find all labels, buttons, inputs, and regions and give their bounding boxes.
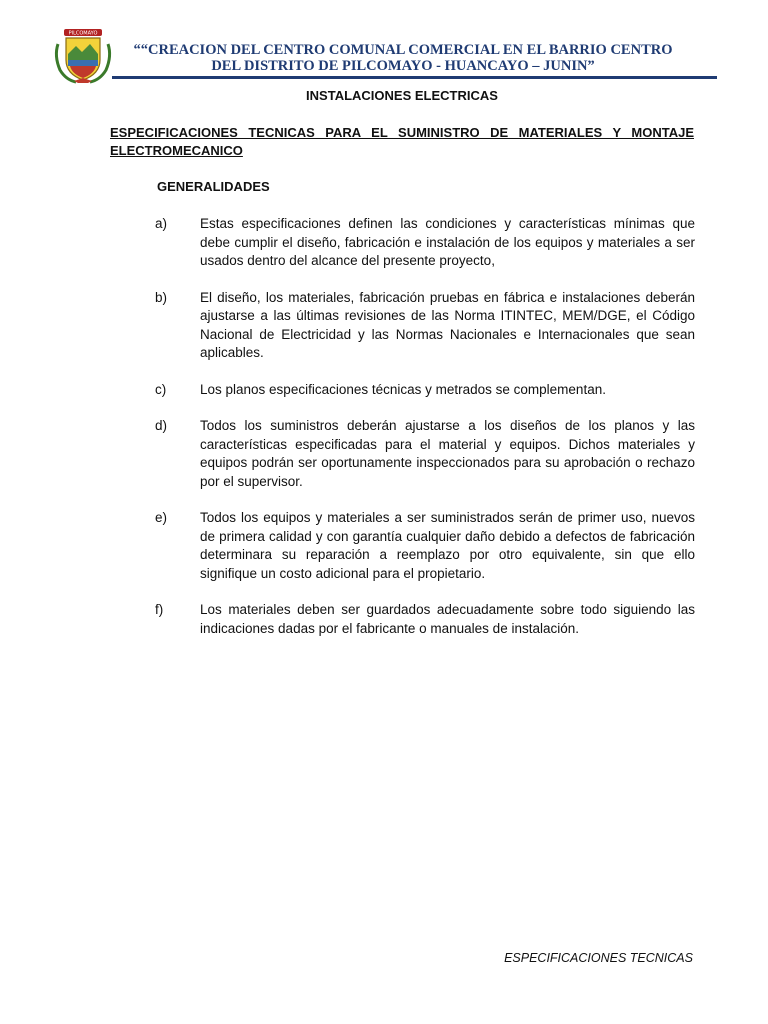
list-item-text: El diseño, los materiales, fabricación pruebas en fábrica e instalaciones deberán ajustarse a las últimas revisiones de las Norma ITINTEC, MEM/DGE, el Código Nacional de Electricidad y las Normas Nacionales e Internacionales que sean aplicables.	[200, 289, 695, 360]
project-title: ““CREACION DEL CENTRO COMUNAL COMERCIAL EN EL BARRIO CENTRO DEL DISTRITO DE PILCOMAYO - HUANCAYO – JUNIN”	[133, 42, 673, 74]
list-item-marker: c)	[155, 381, 167, 397]
list-item-text: Estas especificaciones definen las condiciones y características mínimas que debe cumplir el diseño, fabricación e instalación de los equipos y materiales a ser usados dentro del alcance del presente proyecto,	[200, 216, 695, 268]
list-item-text: Todos los equipos y materiales a ser suministrados serán de primer uso, nuevos de primera calidad y con garantía cualquier daño debido a defectos de fabricación determinara su reparación a reemplazo por otro equivalente, sin que ello signifique un costo adicional para el propietario.	[200, 510, 695, 581]
subheading-generalidades: GENERALIDADES	[157, 179, 270, 194]
list-item-marker: a)	[155, 216, 168, 231]
list-item-text: Todos los suministros deberán ajustarse a los diseños de los planos y las características especificadas para el material y equipos. Dichos materiales y equipos podrán ser oportunamente inspeccionados para su aprobación o rechazo por el supervisor.	[200, 418, 695, 489]
header-divider	[112, 76, 717, 79]
list-item-marker: f)	[155, 602, 164, 617]
specification-title: ESPECIFICACIONES TECNICAS PARA EL SUMINISTRO DE MATERIALES Y MONTAJE ELECTROMECANICO	[110, 125, 694, 158]
document-header	[52, 26, 692, 86]
list-item-text: Los materiales deben ser guardados adecuadamente sobre todo siguiendo las indicaciones dadas por el fabricante o manuales de instalación.	[200, 602, 695, 636]
list-item	[155, 215, 695, 271]
municipal-coat-of-arms-icon	[52, 26, 114, 84]
page-footer: ESPECIFICACIONES TECNICAS	[504, 951, 693, 965]
list-item-text: Los planos especificaciones técnicas y metrados se complementan.	[200, 381, 606, 397]
list-item	[155, 381, 695, 400]
list-item	[155, 417, 695, 491]
list-item	[155, 509, 695, 583]
list-item-marker: d)	[155, 418, 168, 433]
list-item-marker: b)	[155, 289, 168, 305]
list-item	[155, 601, 695, 638]
specification-list	[155, 215, 695, 656]
list-item-marker: e)	[155, 510, 168, 525]
list-item	[155, 289, 695, 363]
crest-banner-text: PILCOMAYO	[68, 30, 98, 37]
section-title: INSTALACIONES ELECTRICAS	[306, 88, 498, 103]
